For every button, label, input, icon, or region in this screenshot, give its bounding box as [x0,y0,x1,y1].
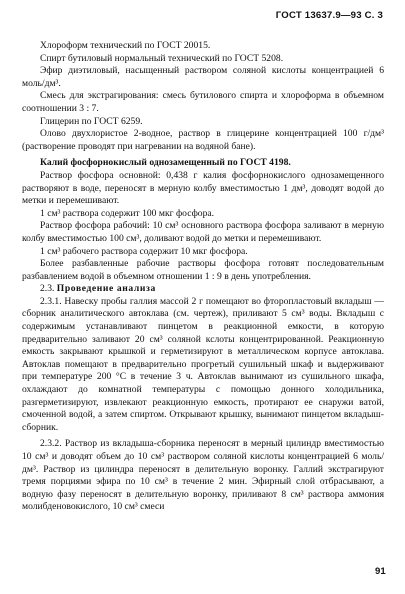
paragraph: Раствор фосфора рабочий: 10 см³ основного раствора фосфора заливают в мерную колбу вместимостью 100 см³, доливают водой до метки и перемешивают. [22,220,384,244]
paragraph: Раствор фосфора основной: 0,438 г калия фосфорнокислого однозамещенного растворяют в воде, переносят в мерную колбу вместимостью 1 дм³, доводят водой до метки и перемешивают. [22,169,384,207]
paragraph: 2.3.2. Раствор из вкладыша-сборника переносят в мерный цилиндр вместимостью 10 см³ и доводят объем до 10 см³ раствором соляной кислоты концентрацией 6 моль/дм³. Раствор из цилиндра переносят в делительную воронку. Галлий экстрагируют тремя порциями эфира по 10 см³ в течение 2 мин. Эфирный слой отбрасывают, а водную фазу переносят в делительную воронку, приливают 8 см³ раствора аммония молибденовокислого, 10 см³ смеси [22,438,384,513]
paragraph: Спирт бутиловый нормальный технический по ГОСТ 5208. [40,52,284,64]
paragraph: Более разбавленные рабочие растворы фосфора готовят последовательным разбавлением водой в объемном отношении 1 : 9 в день употребления. [22,258,384,282]
document-body [22,40,384,514]
paragraph: Глицерин по ГОСТ 6259. [40,115,143,127]
paragraph-bold: Калий фосфорнокислый однозамещенный по ГОСТ 4198. [40,157,291,169]
section-title: Проведение анализа [56,283,156,295]
paragraph: 2.3.1. Навеску пробы галлия массой 2 г помещают во фторопластовый вкладыш — сборник аналитического автоклава (см. чертеж), приливают 5 см³ воды. Вкладыш с содержимым устанавливают пинцетом в реакционной емкости, в которую предварительно заливают 20 см³ соляной кслоты концентрированной. Реакционную емкость закрывают крышкой и герметизируют в металлическом корпусе автоклава. Автоклав помещают в предварительно прогретый сушильный шкаф и выдерживают при температуре 200 °С в течение 3 ч. Автоклав вынимают из сушильного шкафа, охлаждают до комнатной температуры с помощью донного холодильника, разгерметизируют, извлекают реакционную емкость, протирают ее снаружи ватой, смоченной водой, а затем спиртом. Открывают крышку, вынимают пинцетом вкладыш-сборник. [22,295,384,433]
paragraph: Хлороформ технический по ГОСТ 20015. [40,40,211,51]
section-number: 2.3. [40,283,55,295]
paragraph: Смесь для экстрагирования: смесь бутилового спирта и хлороформа в объемном соотношении 3 : 7. [22,90,384,114]
paragraph: 1 см³ раствора содержит 100 мкг фосфора. [40,207,215,219]
paragraph: 1 см³ рабочего раствора содержит 10 мкг фосфора. [40,245,248,257]
page-number: 91 [375,566,386,577]
section-heading [22,283,384,296]
paragraph: Эфир диэтиловый, насыщенный раствором соляной кислоты концентрацией 6 моль/дм³. [22,65,384,89]
page-header: ГОСТ 13637.9—93 С. 3 [275,10,383,21]
paragraph: Олово двухлористое 2-водное, раствор в глицерине концентрацией 100 г/дм³ (растворение проводят при нагревании на водяной бане). [22,128,384,152]
